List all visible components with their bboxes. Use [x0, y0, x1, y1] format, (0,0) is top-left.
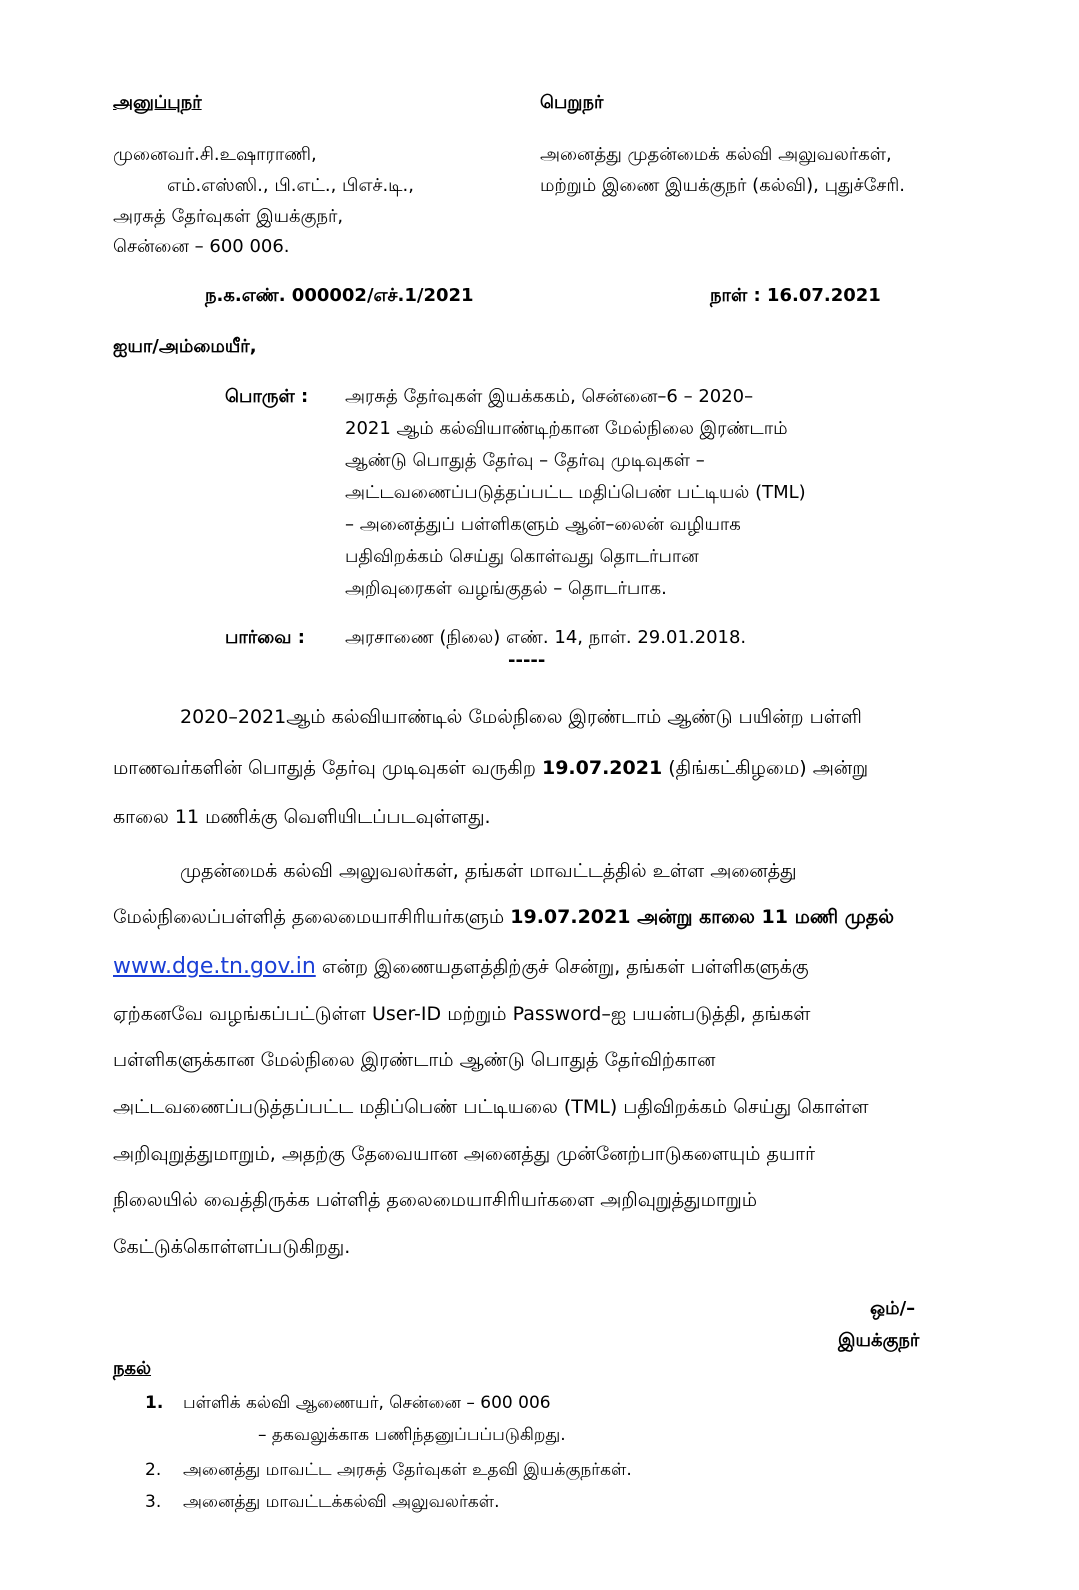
subject-line-6: பதிவிறக்கம் செய்து கொள்வது தொடர்பான	[345, 546, 699, 567]
para2-line-9: கேட்டுக்கொள்ளப்படுகிறது.	[113, 1236, 351, 1258]
reference-text: அரசாணை (நிலை) எண். 14, நாள். 29.01.2018.	[345, 627, 747, 648]
sender-heading: அனுப்புநர்	[113, 92, 202, 113]
recipient-heading: பெறுநர்	[540, 92, 604, 113]
copy-item-1-note: – தகவலுக்காக பணிந்தனுப்பப்படுகிறது.	[258, 1425, 566, 1445]
para1-line-1: 2020–2021ஆம் கல்வியாண்டில் மேல்நிலை இரண்டாம் ஆண்டு பயின்ற பள்ளி	[180, 706, 862, 728]
copy-heading: நகல்	[113, 1358, 152, 1379]
sender-designation: அரசுத் தேர்வுகள் இயக்குநர்,	[113, 206, 344, 227]
para1-line-2-text: மாணவர்களின் பொதுத் தேர்வு முடிவுகள் வருகிற	[113, 757, 536, 779]
subject-label: பொருள் :	[225, 386, 309, 407]
signature-designation: இயக்குநர்	[838, 1330, 920, 1351]
para2-line-7: அறிவுறுத்துமாறும், அதற்கு தேவையான அனைத்து முன்னேற்பாடுகளையும் தயார்	[113, 1143, 816, 1165]
para1-line-2	[113, 757, 868, 782]
para2-line-3-text: என்ற இணையதளத்திற்குச் சென்று, தங்கள் பள்ளிகளுக்கு	[321, 956, 809, 978]
para2-line-2	[113, 906, 894, 931]
sender-qualifications: எம்.எஸ்ஸி., பி.எட்., பிஎச்.டி.,	[167, 175, 414, 196]
copy-item-1-number: 1.	[145, 1393, 164, 1413]
para2-line-4: ஏற்கனவே வழங்கப்பட்டுள்ள User-ID மற்றும் Password–ஐ பயன்படுத்தி, தங்கள்	[113, 1003, 811, 1025]
subject-line-1: அரசுத் தேர்வுகள் இயக்ககம், சென்னை–6 – 2020–	[345, 386, 754, 407]
subject-line-3: ஆண்டு பொதுத் தேர்வு – தேர்வு முடிவுகள் –	[345, 450, 705, 471]
sender-name: முனைவர்.சி.உஷாராணி,	[113, 144, 317, 165]
recipient-line-2: மற்றும் இணை இயக்குநர் (கல்வி), புதுச்சேரி.	[540, 175, 905, 196]
salutation: ஐயா/அம்மையீர்,	[113, 336, 257, 357]
reference-number: ந.க.எண். 000002/எச்.1/2021	[205, 285, 474, 306]
subject-line-7: அறிவுரைகள் வழங்குதல் – தொடர்பாக.	[345, 578, 667, 599]
para2-line-5: பள்ளிகளுக்கான மேல்நிலை இரண்டாம் ஆண்டு பொதுத் தேர்விற்கான	[113, 1049, 716, 1071]
copy-item-2-number: 2.	[145, 1460, 162, 1480]
para2-line-2-text: மேல்நிலைப்பள்ளித் தலைமையாசிரியர்களும்	[113, 906, 505, 928]
subject-line-5: – அனைத்துப் பள்ளிகளும் ஆன்–லைன் வழியாக	[345, 514, 741, 535]
para2-line-6: அட்டவணைப்படுத்தப்பட்ட மதிப்பெண் பட்டியலை (TML) பதிவிறக்கம் செய்து கொள்ள	[113, 1096, 869, 1118]
para2-line-1: முதன்மைக் கல்வி அலுவலர்கள், தங்கள் மாவட்டத்தில் உள்ள அனைத்து	[180, 860, 797, 882]
copy-item-3-number: 3.	[145, 1492, 162, 1512]
download-time: 19.07.2021 அன்று காலை 11 மணி முதல்	[510, 906, 895, 928]
letter-date: நாள் : 16.07.2021	[710, 285, 881, 306]
reference-divider: -----	[508, 650, 546, 671]
para2-line-8: நிலையில் வைத்திருக்க பள்ளித் தலைமையாசிரியர்களை அறிவுறுத்துமாறும்	[113, 1189, 758, 1211]
para2-line-3	[113, 954, 809, 981]
reference-label: பார்வை :	[225, 627, 305, 648]
copy-item-2-text: அனைத்து மாவட்ட அரசுத் தேர்வுகள் உதவி இயக்குநர்கள்.	[183, 1460, 632, 1480]
recipient-line-1: அனைத்து முதன்மைக் கல்வி அலுவலர்கள்,	[540, 144, 892, 165]
para1-line-3: காலை 11 மணிக்கு வெளியிடப்படவுள்ளது.	[113, 806, 491, 828]
result-date: 19.07.2021	[541, 757, 663, 779]
subject-line-2: 2021 ஆம் கல்வியாண்டிற்கான மேல்நிலை இரண்டாம்	[345, 418, 788, 439]
dge-website-link[interactable]: www.dge.tn.gov.in	[113, 954, 316, 979]
signature-mark: ஒம்/–	[870, 1298, 916, 1319]
subject-line-4: அட்டவணைப்படுத்தப்பட்ட மதிப்பெண் பட்டியல் (TML)	[345, 482, 806, 503]
sender-city: சென்னை – 600 006.	[113, 236, 290, 257]
copy-item-3-text: அனைத்து மாவட்டக்கல்வி அலுவலர்கள்.	[183, 1492, 500, 1512]
copy-item-1-text: பள்ளிக் கல்வி ஆணையர், சென்னை – 600 006	[183, 1393, 551, 1413]
para1-line-2-tail: (திங்கட்கிழமை) அன்று	[668, 757, 869, 779]
